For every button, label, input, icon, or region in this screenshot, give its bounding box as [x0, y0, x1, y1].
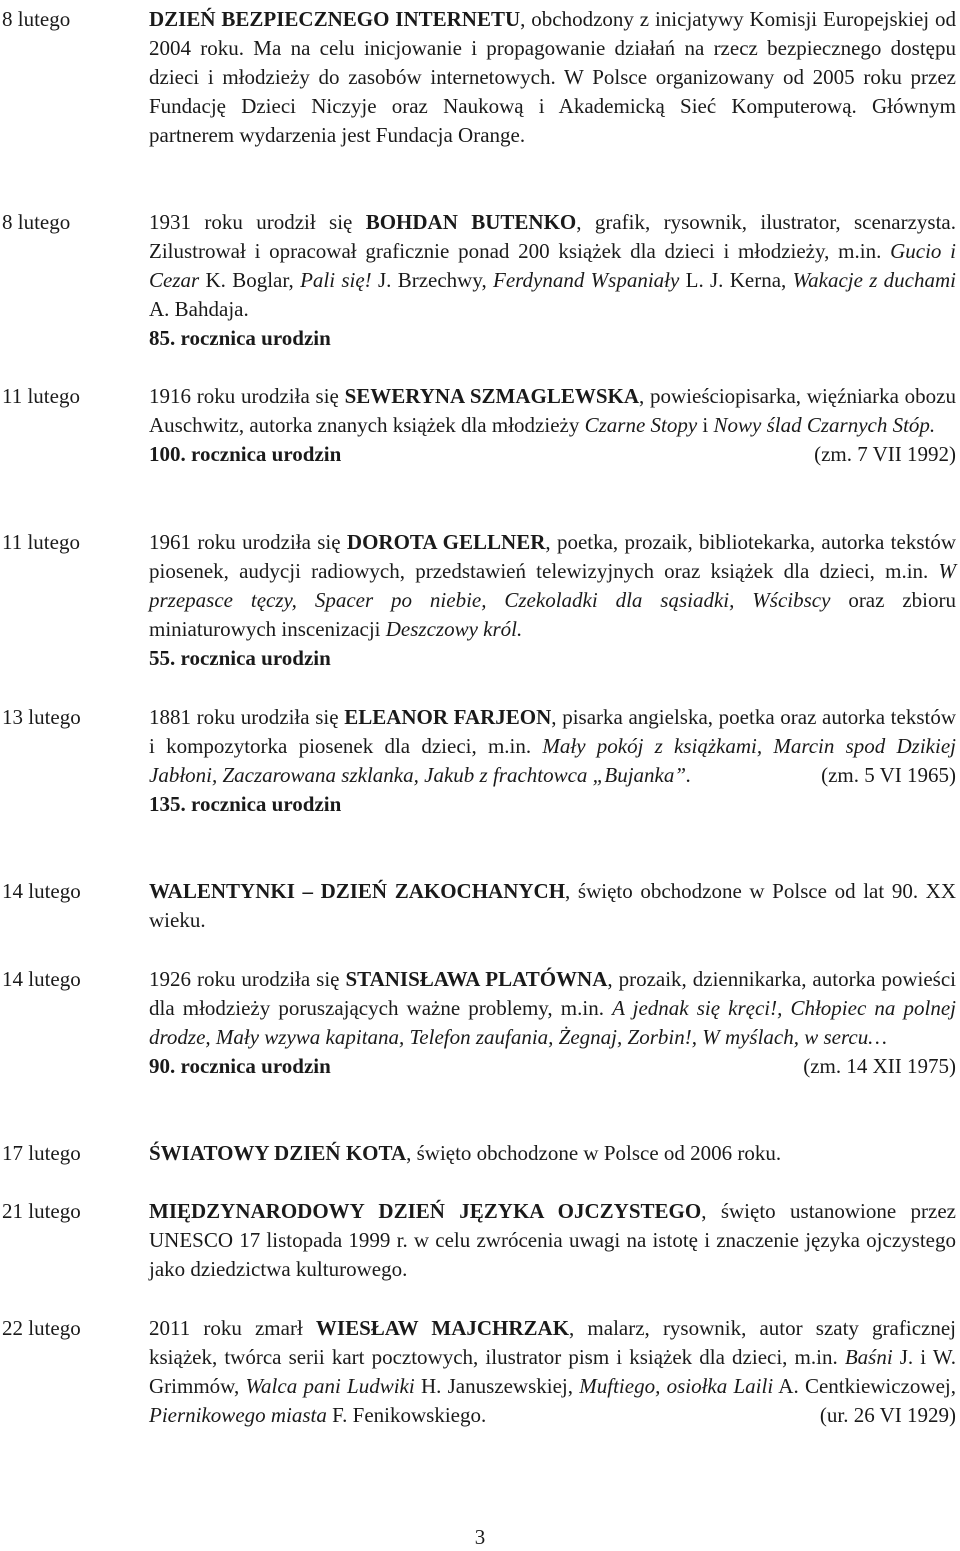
entry-name: WALENTYNKI – DZIEŃ ZAKOCHANYCH	[149, 879, 566, 903]
book-title: Walca pani Ludwiki	[245, 1374, 415, 1398]
book-title: A jednak się kręci!, Chłopiec na polnej drodze, Mały wzywa kapitana, Telefon zaufania, Żegnaj, Zorbin!, W myślach, w sercu…	[149, 996, 956, 1049]
entry-name: ELEANOR FARJEON	[344, 705, 552, 729]
calendar-entry	[2, 1139, 958, 1168]
calendar-entry	[2, 703, 958, 819]
book-title: Muftiego, osiołka Laili	[579, 1374, 774, 1398]
death-date: (zm. 7 VII 1992)	[814, 442, 956, 466]
entry-name: DZIEŃ BEZPIECZNEGO INTERNETU	[149, 7, 521, 31]
book-title: Gucio i Cezar	[149, 239, 957, 292]
calendar-entry	[2, 5, 958, 150]
entry-text: 1931 roku urodził się BOHDAN BUTENKO, grafik, rysownik, ilustrator, scenarzysta. Zilustrował i opracował graficznie ponad 200 książek dla dzieci i młodzieży, m.in. Gucio i Cezar K. Boglar, Pali się! J. Brzechwy, Ferdynand Wspaniały L. J. Kerna, Wakacje z duchami A. Bahdaja. 85. rocznica urodzin	[149, 208, 956, 353]
entry-name: SEWERYNA SZMAGLEWSKA	[344, 384, 640, 408]
entry-date: 8 lutego	[2, 210, 71, 234]
book-title: Piernikowego miasta	[149, 1403, 327, 1427]
entry-name: BOHDAN BUTENKO	[365, 210, 577, 234]
anniversary: 85. rocznica urodzin	[149, 326, 331, 350]
entry-name: STANISŁAWA PLATÓWNA	[345, 967, 608, 991]
page-number: 3	[474, 1525, 486, 1549]
entry-date: 21 lutego	[2, 1199, 81, 1223]
book-title: Baśni	[844, 1345, 893, 1369]
entry-text: DZIEŃ BEZPIECZNEGO INTERNETU, obchodzony z inicjatywy Komisji Europejskiej od 2004 roku. Ma na celu inicjowanie i propagowanie działań na rzecz bezpiecznego dostępu dzieci i młodzieży do zasobów internetowych. W Polsce organizowany od 2005 roku przez Fundację Dzieci Niczyje oraz Naukową i Akademicką Sieć Komputerową. Głównym partnerem wydarzenia jest Fundacja Orange.	[149, 7, 957, 147]
calendar-entry	[2, 1197, 958, 1284]
anniversary: 135. rocznica urodzin	[149, 792, 342, 816]
entry-date: 11 lutego	[2, 384, 80, 408]
book-title: Deszczowy król.	[385, 617, 523, 641]
entry-date: 14 lutego	[2, 967, 81, 991]
book-title: Pali się!	[300, 268, 372, 292]
entry-name: WIESŁAW MAJCHRZAK	[315, 1316, 570, 1340]
entry-date: 11 lutego	[2, 530, 80, 554]
entry-date: 8 lutego	[2, 7, 71, 31]
birth-date: (ur. 26 VI 1929)	[819, 1403, 956, 1427]
book-title: Czarne Stopy	[584, 413, 698, 437]
calendar-entry	[2, 528, 958, 673]
anniversary: 55. rocznica urodzin	[149, 646, 331, 670]
entry-name: DOROTA GELLNER	[346, 530, 546, 554]
entry-text: 1926 roku urodziła się STANISŁAWA PLATÓWNA, prozaik, dziennikarka, autorka powieści dla młodzieży poruszających ważne problemy, m.in. A jednak się kręci!, Chłopiec na polnej drodze, Mały wzywa kapitana, Telefon zaufania, Żegnaj, Zorbin!, W myślach, w sercu… (zm. 14 XII 1975) 90. rocznica urodzin	[149, 965, 956, 1081]
entry-text: 1881 roku urodziła się ELEANOR FARJEON, pisarka angielska, poetka oraz autorka tekstów i kompozytorka piosenek dla dzieci, m.in. Mały pokój z książkami, Marcin spod Dzikiej Jabłoni, Zaczarowana szklanka, Jakub z frachtowca „Bujanka”. (zm. 5 VI 1965) 135. rocznica urodzin	[149, 703, 956, 819]
book-title: Mały pokój z książkami, Marcin spod Dzikiej Jabłoni, Zaczarowana szklanka, Jakub z frachtowca „Bujanka”.	[149, 734, 956, 787]
entry-text: 1916 roku urodziła się SEWERYNA SZMAGLEWSKA, powieściopisarka, więźniarka obozu Auschwitz, autorka znanych książek dla młodzieży Czarne Stopy i Nowy ślad Czarnych Stóp. (zm. 7 VII 1992) 100. rocznica urodzin	[149, 382, 956, 469]
book-title: Ferdynand Wspaniały	[493, 268, 680, 292]
calendar-entry	[2, 382, 958, 469]
book-title: Nowy ślad Czarnych Stóp.	[713, 413, 936, 437]
calendar-entry	[2, 208, 958, 353]
entry-date: 13 lutego	[2, 705, 81, 729]
entry-date: 17 lutego	[2, 1141, 81, 1165]
death-date: (zm. 5 VI 1965)	[821, 763, 956, 787]
entry-text: MIĘDZYNARODOWY DZIEŃ JĘZYKA OJCZYSTEGO, święto ustanowione przez UNESCO 17 listopada 1999 r. w celu zwrócenia uwagi na istotę i znaczenie języka ojczystego jako dziedzictwa kulturowego.	[149, 1199, 956, 1281]
entry-name: MIĘDZYNARODOWY DZIEŃ JĘZYKA OJCZYSTEGO	[149, 1199, 702, 1223]
book-title: W przepasce tęczy, Spacer po niebie, Czekoladki dla sąsiadki, Wścibscy	[149, 559, 956, 612]
calendar-entry	[2, 877, 958, 935]
book-title: Wakacje z duchami	[792, 268, 957, 292]
anniversary: 90. rocznica urodzin	[149, 1054, 331, 1078]
entry-date: 22 lutego	[2, 1316, 81, 1340]
anniversary: 100. rocznica urodzin	[149, 442, 342, 466]
death-date: (zm. 14 XII 1975)	[803, 1054, 956, 1078]
entry-name: ŚWIATOWY DZIEŃ KOTA	[149, 1141, 407, 1165]
calendar-entry	[2, 1314, 958, 1430]
entry-date: 14 lutego	[2, 879, 81, 903]
entry-text: ŚWIATOWY DZIEŃ KOTA, święto obchodzone w Polsce od 2006 roku.	[149, 1141, 782, 1165]
calendar-entry	[2, 965, 958, 1081]
entry-text: 2011 roku zmarł WIESŁAW MAJCHRZAK, malarz, rysownik, autor szaty graficznej książek, twórca serii kart pocztowych, ilustrator pism i książek dla dzieci, m.in. Baśni J. i W. Grimmów, Walca pani Ludwiki H. Januszewskiej, Muftiego, osiołka Laili A. Centkiewiczowej, Piernikowego miasta F. Fenikowskiego. (ur. 26 VI 1929)	[149, 1314, 956, 1430]
entry-text: WALENTYNKI – DZIEŃ ZAKOCHANYCH, święto obchodzone w Polsce od lat 90. XX wieku.	[149, 879, 957, 932]
entry-text: 1961 roku urodziła się DOROTA GELLNER, poetka, prozaik, bibliotekarka, autorka tekstów piosenek, audycji radiowych, przedstawień telewizyjnych oraz książek dla dzieci, m.in. W przepasce tęczy, Spacer po niebie, Czekoladki dla sąsiadki, Wścibscy oraz zbioru miniaturowych inscenizacji Deszczowy król. 55. rocznica urodzin	[149, 528, 956, 673]
